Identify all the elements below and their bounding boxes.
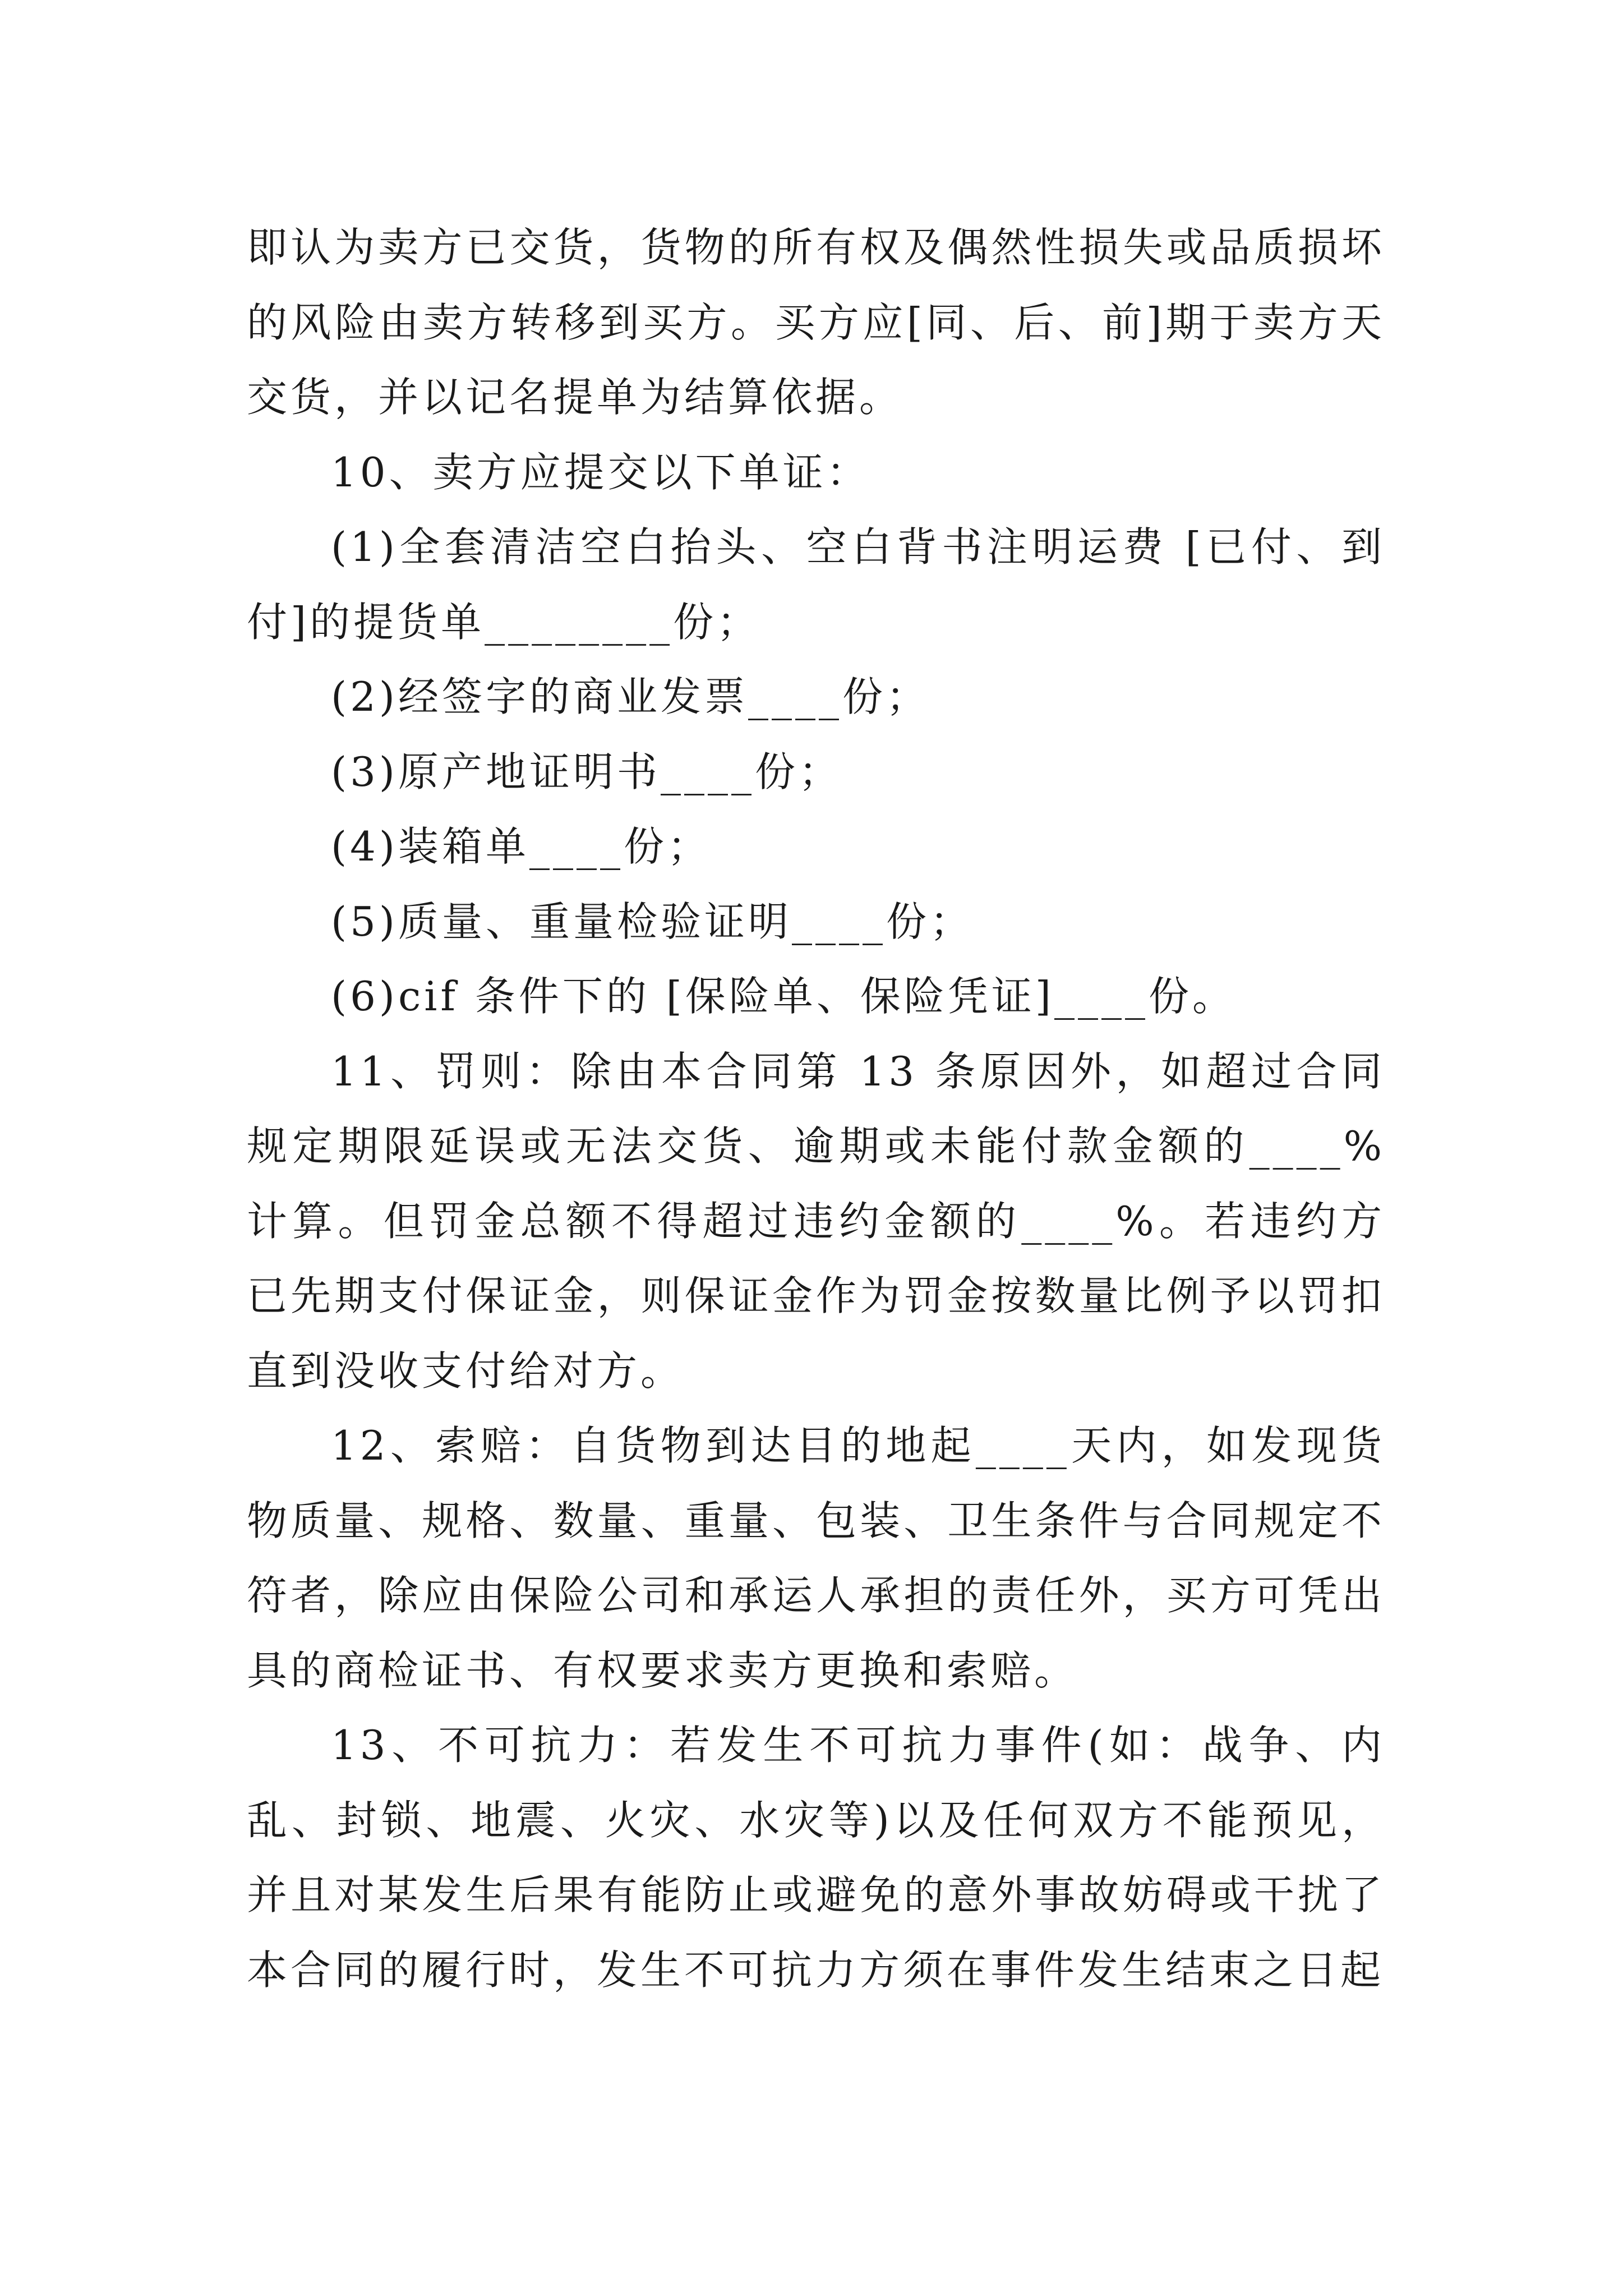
paragraph-clause-11-penalty: 11、罚则：除由本合同第 13 条原因外，如超过合同规定期限延误或无法交货、逾期或未能付款金额的____%计算。但罚金总额不得超过违约金额的____%。若违约方已先期支付保证金，则保证金作为罚金按数量比例予以罚扣直到没收支付给对方。 bbox=[247, 1047, 1385, 1395]
list-item-commercial-invoice: (2)经签字的商业发票____份； bbox=[331, 673, 930, 720]
paragraph-clause-13-force-majeure: 13、不可抗力：若发生不可抗力事件(如：战争、内乱、封锁、地震、火灾、水灾等)以及任何双方不能预见，并且对某发生后果有能防止或避免的意外事故妨碍或干扰了本合同的履行时，发生不可抗力方须在事件发生结束之日起 bbox=[247, 1722, 1385, 1994]
list-item-packing-list: (4)装箱单____份； bbox=[331, 823, 711, 870]
list-item-certificate-of-origin: (3)原产地证明书____份； bbox=[331, 748, 842, 795]
paragraph-delivery-risk: 即认为卖方已交货，货物的所有权及偶然性损失或品质损坏的风险由卖方转移到买方。买方应[同、后、前]期于卖方天交货，并以记名提单为结算依据。 bbox=[247, 224, 1385, 421]
list-item-insurance: (6)cif 条件下的 [保险单、保险凭证]____份。 bbox=[331, 973, 1236, 1020]
paragraph-clause-12-claims: 12、索赔：自货物到达目的地起____天内，如发现货物质量、规格、数量、重量、包装、卫生条件与合同规定不符者，除应由保险公司和承运人承担的责任外，买方可凭出具的商检证书、有权要求卖方更换和索赔。 bbox=[247, 1422, 1385, 1694]
list-item-inspection-certificate: (5)质量、重量检验证明____份； bbox=[331, 898, 974, 945]
list-item-bill-of-lading: (1)全套清洁空白抬头、空白背书注明运费 [已付、到付]的提货单________份； bbox=[247, 523, 1385, 646]
paragraph-clause-10: 10、卖方应提交以下单证： bbox=[331, 448, 870, 496]
contract-body bbox=[247, 210, 1385, 2008]
